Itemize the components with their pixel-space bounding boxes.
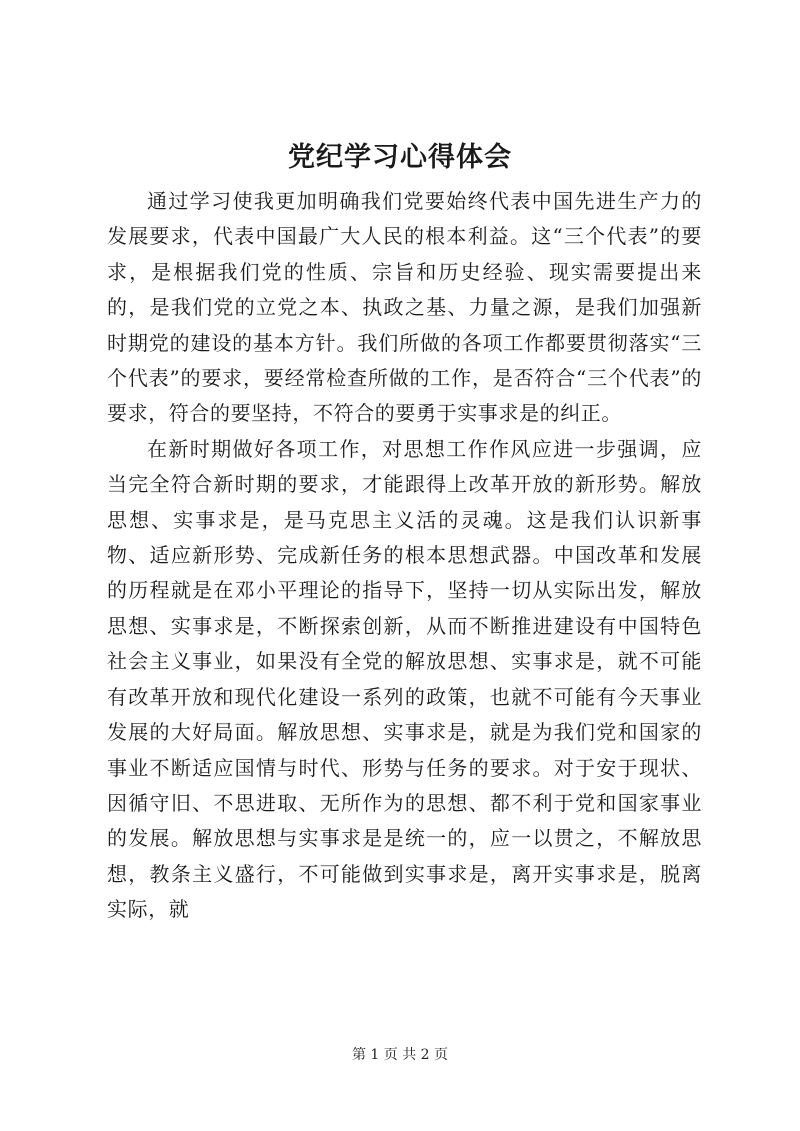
page-footer: 第 1 页 共 2 页 [351, 1047, 449, 1063]
paragraph-1: 通过学习使我更加明确我们党要始终代表中国先进生产力的发展要求，代表中国最广大人民的根本利益。这“三个代表”的要求，是根据我们党的性质、宗旨和历史经验、现实需要提出来的，是我们党的立党之本、执政之基、力量之源，是我们加强新时期党的建设的基本方针。我们所做的各项工作都要贯彻落实“三个代表”的要求，要经常检查所做的工作，是否符合“三个代表”的要求，符合的要坚持，不符合的要勇于实事求是的纠正。 [107, 189, 702, 426]
document-title: 党纪学习心得体会 [288, 142, 512, 173]
document-body [107, 184, 702, 928]
paragraph-2: 在新时期做好各项工作，对思想工作作风应进一步强调，应当完全符合新时期的要求，才能跟得上改革开放的新形势。解放思想、实事求是，是马克思主义活的灵魂。这是我们认识新事物、适应新形势、完成新任务的根本思想武器。中国改革和发展的历程就是在邓小平理论的指导下，坚持一切从实际出发，解放思想、实事求是，不断探索创新，从而不断推进建设有中国特色社会主义事业，如果没有全党的解放思想、实事求是，就不可能有改革开放和现代化建设一系列的政策，也就不可能有今天事业发展的大好局面。解放思想、实事求是，就是为我们党和国家的事业不断适应国情与时代、形势与任务的要求。对于安于现状、因循守旧、不思进取、无所作为的思想、都不利于党和国家事业的发展。解放思想与实事求是是统一的，应一以贯之，不解放思想，教条主义盛行，不可能做到实事求是，离开实事求是，脱离实际，就 [107, 436, 702, 922]
